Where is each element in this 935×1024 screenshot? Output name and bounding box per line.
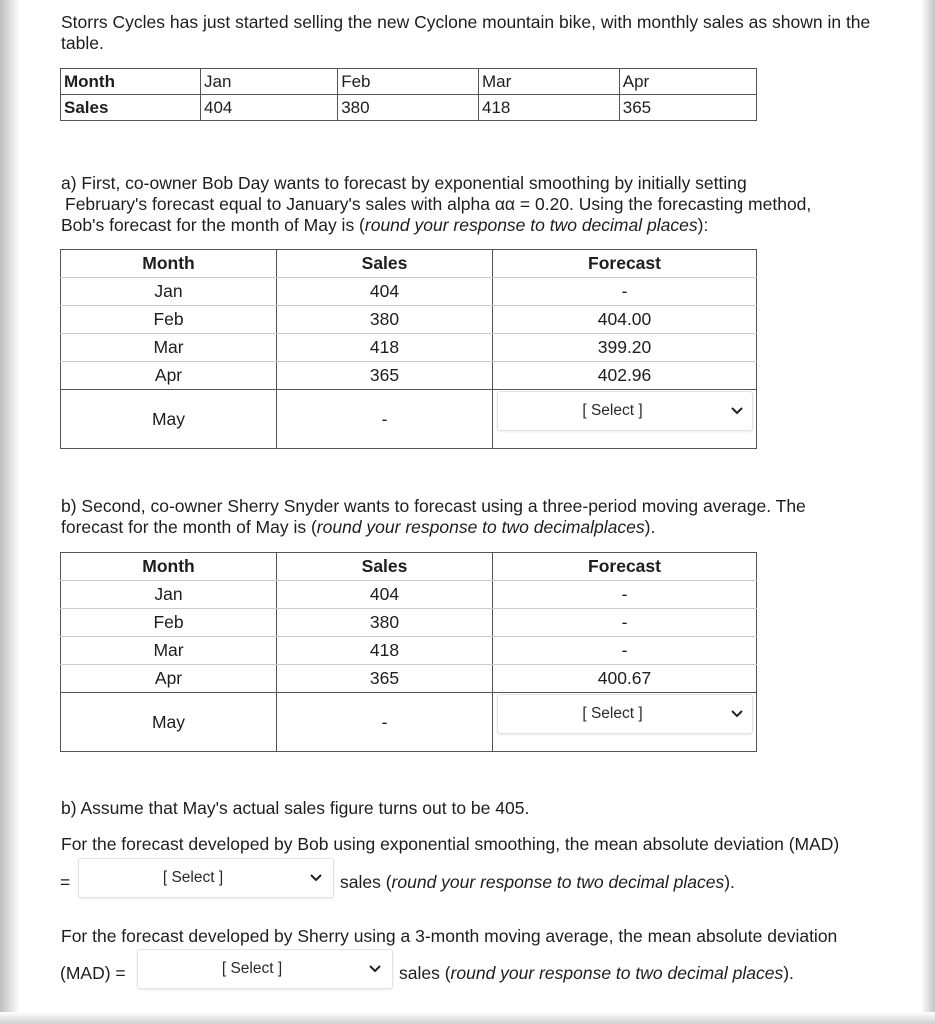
- intro-text: Storrs Cycles has just started selling the new Cyclone mountain bike, with monthly sales as shown in the table.: [61, 12, 871, 53]
- table-row: [61, 609, 757, 637]
- col-header-month: Month: [61, 250, 277, 278]
- sales-cell: 418: [277, 637, 493, 665]
- table-row: [61, 665, 757, 693]
- sherry-mad-equals: (MAD) =: [60, 963, 126, 983]
- part-a-line-italic: round your response to two decimal places: [364, 215, 698, 235]
- month-cell: Apr: [61, 362, 277, 390]
- suffix-end: ).: [724, 872, 735, 892]
- month-cell: Jan: [61, 278, 277, 306]
- table-row: [61, 278, 757, 306]
- bob-mad-suffix: [340, 872, 735, 893]
- part-a-line: February's forecast equal to January's sales with alpha αα = 0.20. Using the forecasting method,: [65, 194, 812, 214]
- sales-table-sales-row: [61, 95, 757, 121]
- table-row: [61, 581, 757, 609]
- sales-table-sales-header: Sales: [61, 95, 201, 121]
- col-header-forecast: Forecast: [493, 553, 757, 581]
- forecast-cell: 399.20: [493, 334, 757, 362]
- may-row: [61, 390, 757, 449]
- forecast-cell: -: [493, 637, 757, 665]
- table-row: [61, 637, 757, 665]
- forecast-cell: -: [493, 609, 757, 637]
- table-header-row: [61, 250, 757, 278]
- suffix-italic: round your response to two decimal places: [391, 872, 725, 892]
- part-b-line-end: ).: [644, 517, 656, 537]
- part-b-line-italic: round your response to two decimalplaces: [316, 517, 645, 537]
- part-a-line: a) First, co-owner Bob Day wants to forecast by exponential smoothing by initially setting: [61, 173, 747, 193]
- chevron-down-icon: [728, 404, 746, 418]
- part-c-intro: b) Assume that May's actual sales figure turns out to be 405.: [61, 798, 530, 818]
- page-shadow-bottom: [0, 1012, 935, 1024]
- suffix-italic: round your response to two decimal places: [450, 963, 784, 983]
- sales-cell: 380: [277, 609, 493, 637]
- moving-average-table: [60, 552, 757, 752]
- table-row: [61, 362, 757, 390]
- sherry-mad-select[interactable]: [137, 949, 393, 989]
- month-cell: Apr: [61, 665, 277, 693]
- month-cell: Mar: [61, 637, 277, 665]
- may-sales-cell: -: [277, 693, 493, 752]
- sales-cell: 404: [277, 278, 493, 306]
- exp-smoothing-table: [60, 249, 757, 449]
- sherry-mad-suffix: [399, 963, 794, 984]
- sales-table-month-cell: Mar: [479, 69, 620, 95]
- part-a-question: [61, 173, 921, 236]
- chevron-down-icon: [366, 962, 384, 976]
- suffix-end: ).: [783, 963, 794, 983]
- select-label: [ Select ]: [582, 402, 643, 419]
- part-a-line-text: Bob's forecast for the month of May is (: [61, 215, 365, 235]
- sales-table: [60, 68, 757, 121]
- sales-table-sales-cell: 404: [201, 95, 338, 121]
- sales-table-month-row: [61, 69, 757, 95]
- forecast-cell: 404.00: [493, 306, 757, 334]
- month-cell: Jan: [61, 581, 277, 609]
- chevron-down-icon: [728, 707, 746, 721]
- sherry-mad-question: For the forecast developed by Sherry using a 3-month moving average, the mean absolute deviation: [61, 926, 838, 946]
- sales-table-sales-cell: 365: [619, 95, 756, 121]
- forecast-cell: 402.96: [493, 362, 757, 390]
- sales-table-month-cell: Jan: [201, 69, 338, 95]
- may-month-cell: May: [61, 693, 277, 752]
- sales-cell: 418: [277, 334, 493, 362]
- sales-table-month-cell: Feb: [338, 69, 479, 95]
- col-header-month: Month: [61, 553, 277, 581]
- sales-cell: 365: [277, 665, 493, 693]
- table-row: [61, 306, 757, 334]
- sales-table-sales-cell: 418: [479, 95, 620, 121]
- part-b-question: [61, 496, 921, 538]
- part-a-line-end: ):: [697, 215, 709, 235]
- chevron-down-icon: [307, 871, 325, 885]
- table-header-row: [61, 553, 757, 581]
- select-label: [ Select ]: [582, 705, 643, 722]
- forecast-cell: 400.67: [493, 665, 757, 693]
- col-header-sales: Sales: [277, 553, 493, 581]
- may-forecast-cell: [493, 390, 757, 449]
- part-a-line: [61, 215, 921, 236]
- sales-table-month-header: Month: [61, 69, 201, 95]
- may-forecast-select-a[interactable]: [497, 391, 753, 431]
- may-forecast-cell: [493, 693, 757, 752]
- col-header-sales: Sales: [277, 250, 493, 278]
- may-month-cell: May: [61, 390, 277, 449]
- month-cell: Mar: [61, 334, 277, 362]
- month-cell: Feb: [61, 306, 277, 334]
- may-row: [61, 693, 757, 752]
- sales-cell: 404: [277, 581, 493, 609]
- part-b-line-text: forecast for the month of May is (: [61, 517, 317, 537]
- table-row: [61, 334, 757, 362]
- suffix-text: sales (: [340, 872, 392, 892]
- select-label: [ Select ]: [221, 960, 283, 977]
- suffix-text: sales (: [399, 963, 451, 983]
- bob-mad-equals: =: [60, 872, 71, 892]
- sales-cell: 365: [277, 362, 493, 390]
- bob-mad-question: For the forecast developed by Bob using exponential smoothing, the mean absolute deviation (MAD): [61, 834, 840, 854]
- select-label: [ Select ]: [162, 869, 224, 886]
- sales-table-sales-cell: 380: [338, 95, 479, 121]
- page-shadow-right: [921, 0, 935, 1024]
- sales-table-month-cell: Apr: [619, 69, 756, 95]
- may-sales-cell: -: [277, 390, 493, 449]
- forecast-cell: -: [493, 278, 757, 306]
- col-header-forecast: Forecast: [493, 250, 757, 278]
- sales-cell: 380: [277, 306, 493, 334]
- bob-mad-select[interactable]: [78, 858, 334, 898]
- month-cell: Feb: [61, 609, 277, 637]
- part-b-line: [61, 517, 921, 538]
- forecast-cell: -: [493, 581, 757, 609]
- may-forecast-select-b[interactable]: [497, 694, 753, 734]
- part-b-line: b) Second, co-owner Sherry Snyder wants to forecast using a three-period moving average. The: [61, 496, 806, 516]
- page-shadow-left: [0, 0, 20, 1024]
